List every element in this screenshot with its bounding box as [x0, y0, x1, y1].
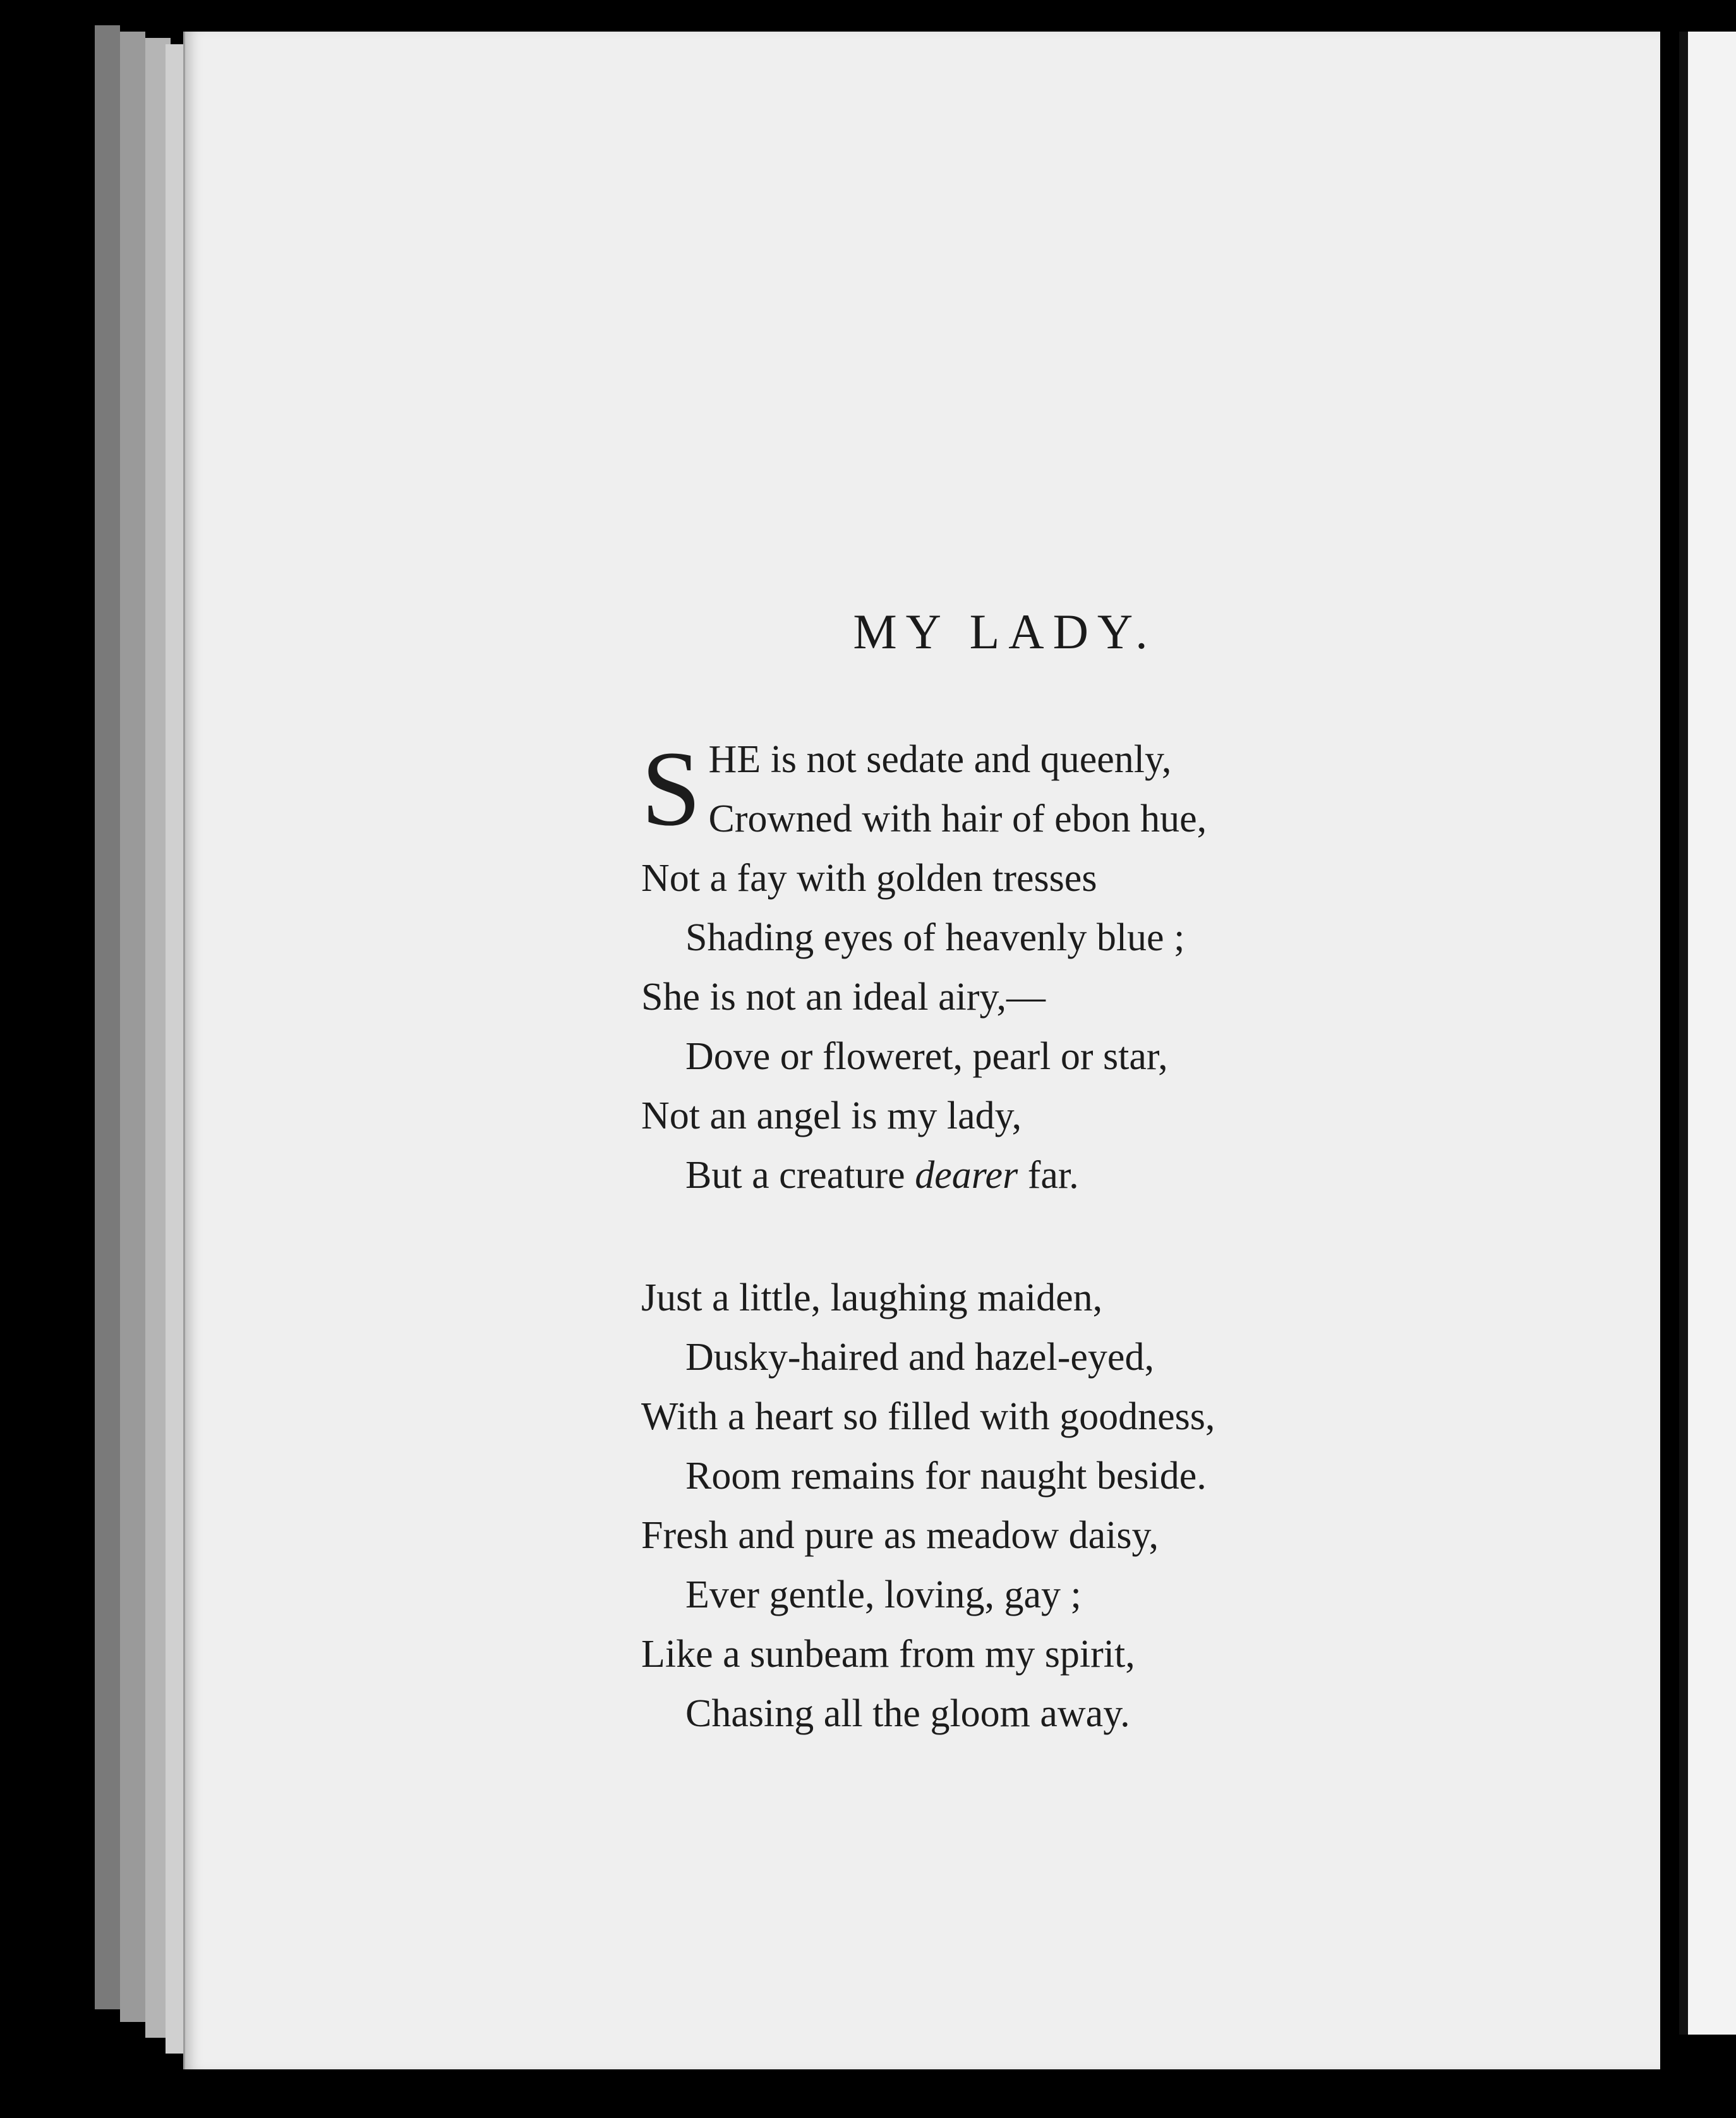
- italic-word: dearer: [915, 1154, 1018, 1197]
- poem-line: With a heart so filled with goodness,: [641, 1395, 1215, 1438]
- poem-line: Not a fay with golden tresses: [641, 857, 1097, 900]
- poem-line: She is not an ideal airy,—: [641, 976, 1046, 1019]
- poem-line: Just a little, laughing maiden,: [641, 1276, 1103, 1319]
- line-text: But a creature: [685, 1154, 915, 1197]
- poem-line: Ever gentle, loving, gay ;: [685, 1573, 1082, 1616]
- poem-body: [641, 730, 1399, 1806]
- page-edge: [120, 32, 145, 2022]
- poem-line-last: [641, 1146, 1399, 1205]
- poem-line: Fresh and pure as meadow daisy,: [641, 1514, 1159, 1557]
- stanza-1: [641, 730, 1399, 1205]
- line-text: far.: [1018, 1154, 1079, 1197]
- drop-cap: S: [641, 729, 701, 848]
- adjacent-page: [1679, 32, 1736, 2035]
- page-edge: [95, 25, 120, 2009]
- poem-line: Dusky-haired and hazel-eyed,: [685, 1336, 1154, 1379]
- poem-line: Room remains for naught beside.: [685, 1455, 1207, 1498]
- poem-line: HE is not sedate and queenly,: [708, 738, 1172, 781]
- poem-title: MY LADY.: [853, 604, 1157, 659]
- poem-line: Like a sunbeam from my spirit,: [641, 1633, 1135, 1676]
- poem-line: Chasing all the gloom away.: [685, 1692, 1130, 1735]
- poem-line: Crowned with hair of ebon hue,: [708, 797, 1207, 840]
- first-lines: [641, 730, 1399, 849]
- stanza-2: [641, 1268, 1399, 1743]
- poem-line: Not an angel is my lady,: [641, 1094, 1022, 1137]
- poem-line: Shading eyes of heavenly blue ;: [685, 916, 1185, 959]
- poem-line: Dove or floweret, pearl or star,: [685, 1035, 1168, 1078]
